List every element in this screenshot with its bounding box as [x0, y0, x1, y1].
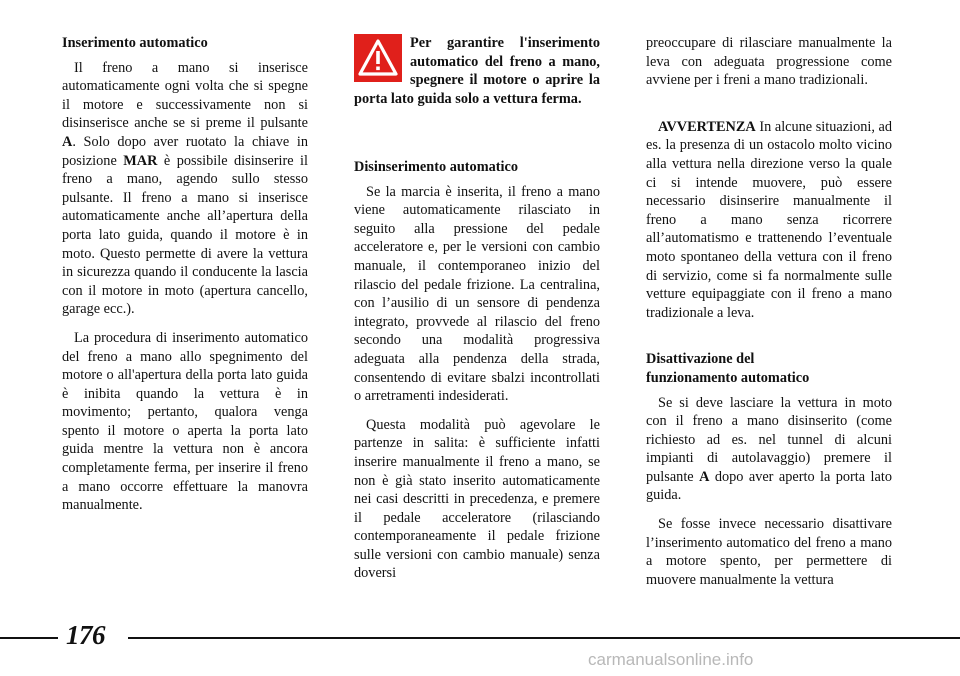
section-heading-inserimento: Inserimento automatico: [62, 35, 208, 51]
watermark: carmanualsonline.info: [588, 650, 754, 669]
left-column: [62, 34, 308, 515]
paragraph-inserimento-2: La procedura di inserimento automatico del freno a mano allo spegnimento del motore o all'apertura della porta lato guida è inibita quando la vettura è in movimento; pertanto, qualora venga spento il motore o aperta la porta lato guida mentre la vettura non è ancora completamente ferma, per inserire il freno a mano occorre effettuare la manovra manualmente.: [62, 329, 308, 514]
paragraph-disinserimento-1: Se la marcia è inserita, il freno a mano viene automaticamente rilasciato in seguito alla pressione del pedale acceleratore e, per le versioni con cambio manuale, il contemporaneo inizio del rilascio del pedale frizione. La centralina, con l’ausilio di un sensore di pendenza integrato, provvede al rilascio del freno secondo una modalità progressiva adeguata alla pendenza della strada, consentendo di evitare sbalzi incontrollati o arretramenti indesiderati.: [354, 183, 600, 405]
footer-rule-right: [128, 637, 960, 639]
paragraph-disattivazione-2: Se fosse invece necessario disattivare l’inserimento automatico del freno a mano a motore spento, per permettere di muovere manualmente la vettura: [646, 516, 892, 588]
avvertenza-label: AVVERTENZA: [658, 118, 756, 135]
middle-column: [354, 34, 600, 583]
warning-triangle-icon: [354, 34, 402, 82]
section-heading-disattivazione: Disattivazione del funzionamento automatico: [646, 351, 810, 386]
paragraph-disattivazione-1: Se si deve lasciare la vettura in moto con il freno a mano disinserito (come richiesto ad es. nel tunnel di alcuni impianti di autolavaggio) premere il pulsante A dopo aver aperto la porta lato guida.: [646, 394, 892, 504]
paragraph-continuation: preoccupare di rilasciare manualmente la leva con adeguata progressione come avviene per i freni a mano tradizionali.: [646, 35, 892, 89]
paragraph-inserimento-1: Il freno a mano si inserisce automaticamente ogni volta che si spegne il motore e successivamente non si disinserisce anche se si preme il pulsante A. Solo dopo aver ruotato la chiave in posizione MAR è possibile disinserire il freno a mano, agendo sullo stesso pulsante. Il freno a mano si inserisce automaticamente anche all’apertura della porta lato guida, quando il motore è in moto. Questo permette di avere la vettura in sicurezza quando il conducente la lascia con il motore in moto (apertura cancello, garage ecc.).: [62, 59, 308, 318]
right-column: [646, 34, 892, 589]
section-heading-disinserimento: Disinserimento automatico: [354, 159, 518, 175]
footer-rule-left: [0, 637, 58, 639]
paragraph-avvertenza: AVVERTENZA In alcune situazioni, ad es. la presenza di un ostacolo molto vicino alla vettura nella direzione verso la quale ci si intende muovere, può essere necessario disinserire manualmente il freno a mano senza ricorrere all’automatismo e trattenendo l’eventuale moto spontaneo della vettura con il freno di servizio, come si fa normalmente sulle vetture equipaggiate con il freno a mano tradizionale a leva.: [646, 118, 892, 321]
paragraph-disinserimento-2: Questa modalità può agevolare le partenze in salita: è sufficiente infatti inserire manualmente il freno a mano, se non è già stato inserito automaticamente nei casi descritti in precedenza, e premere il pedale acceleratore (rilasciando contemporaneamente il pedale frizione sulle versioni con cambio manuale) senza doversi: [354, 416, 600, 582]
warning-box: [354, 34, 600, 154]
warning-text: Per garantire l'inserimento automatico del freno a mano, spegnere il motore o aprire la porta lato guida solo a vettura ferma.: [354, 35, 600, 107]
page-number: 176: [66, 620, 105, 650]
